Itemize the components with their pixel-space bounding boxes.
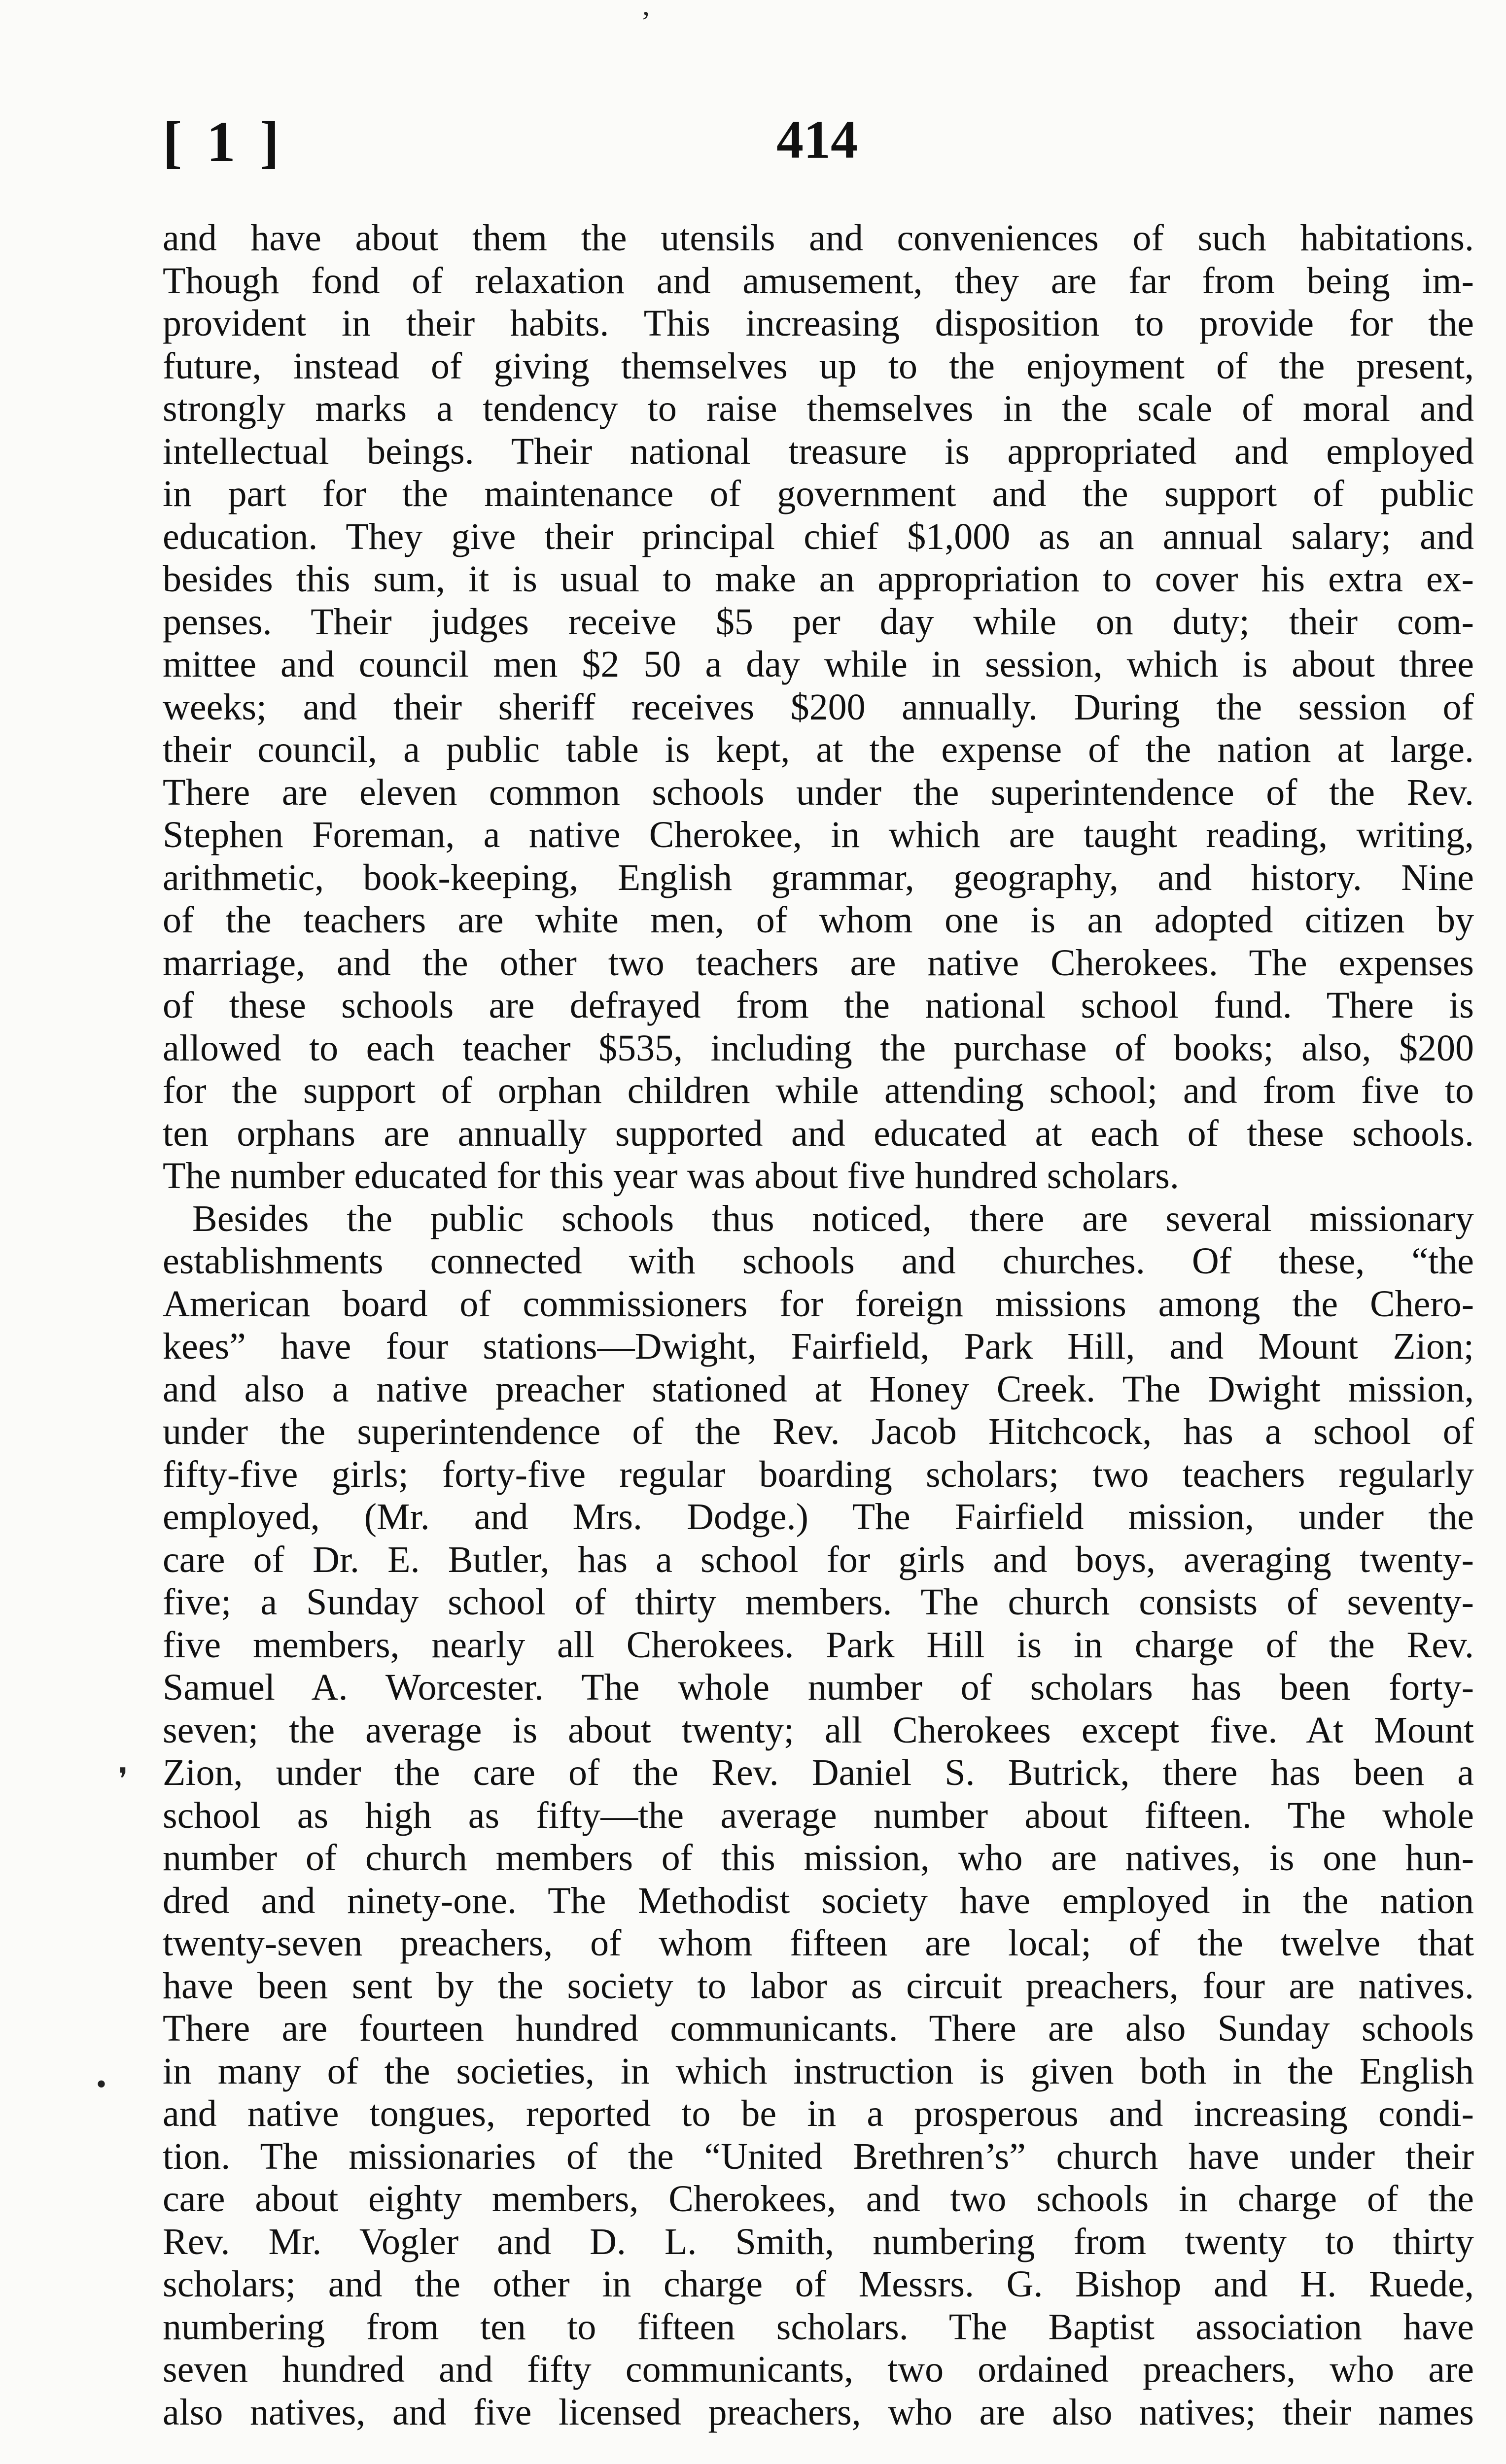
text-line: seven hundred and fifty communicants, two ordained preachers, who are bbox=[163, 2349, 1474, 2390]
text-line: in part for the maintenance of government and the support of public bbox=[163, 473, 1474, 514]
text-line: marriage, and the other two teachers are native Cherokees. The expenses bbox=[163, 942, 1474, 984]
text-line: besides this sum, it is usual to make an appropriation to cover his extra ex- bbox=[163, 558, 1474, 600]
ink-mark-margin: ❜ bbox=[118, 1763, 128, 1795]
body-text bbox=[163, 217, 1474, 2433]
text-line: their council, a public table is kept, at the expense of the nation at large. bbox=[163, 729, 1474, 770]
text-line: tion. The missionaries of the “United Brethren’s” church have under their bbox=[163, 2135, 1474, 2177]
text-line: and have about them the utensils and conveniences of such habitations. bbox=[163, 217, 1474, 259]
signature-mark: [ 1 ] bbox=[163, 109, 284, 174]
text-line: in many of the societies, in which instruction is given both in the English bbox=[163, 2050, 1474, 2092]
text-line: five members, nearly all Cherokees. Park Hill is in charge of the Rev. bbox=[163, 1624, 1474, 1666]
text-line: care about eighty members, Cherokees, and two schools in charge of the bbox=[163, 2178, 1474, 2220]
text-line: Zion, under the care of the Rev. Daniel S. Butrick, there has been a bbox=[163, 1752, 1474, 1793]
text-line: for the support of orphan children while attending school; and from five to bbox=[163, 1070, 1474, 1111]
text-line: intellectual beings. Their national treasure is appropriated and employed bbox=[163, 430, 1474, 472]
paragraph-1 bbox=[163, 217, 1474, 1198]
text-line: Samuel A. Worcester. The whole number of scholars has been forty- bbox=[163, 1667, 1474, 1708]
text-line: kees” have four stations—Dwight, Fairfield, Park Hill, and Mount Zion; bbox=[163, 1326, 1474, 1367]
text-line: Rev. Mr. Vogler and D. L. Smith, numbering from twenty to thirty bbox=[163, 2221, 1474, 2262]
paragraph-2 bbox=[163, 1198, 1474, 2434]
text-line: five; a Sunday school of thirty members. The church consists of seventy- bbox=[163, 1581, 1474, 1623]
text-line: penses. Their judges receive $5 per day while on duty; their com- bbox=[163, 601, 1474, 643]
text-line: school as high as fifty—the average number about fifteen. The whole bbox=[163, 1794, 1474, 1836]
text-line: education. They give their principal chief $1,000 as an annual salary; and bbox=[163, 515, 1474, 557]
text-line: American board of commissioners for foreign missions among the Chero- bbox=[163, 1283, 1474, 1325]
text-line: twenty-seven preachers, of whom fifteen are local; of the twelve that bbox=[163, 1922, 1474, 1964]
ink-mark-top: ʼ bbox=[641, 5, 651, 38]
text-line: employed, (Mr. and Mrs. Dodge.) The Fairfield mission, under the bbox=[163, 1496, 1474, 1538]
text-line: provident in their habits. This increasing disposition to provide for the bbox=[163, 303, 1474, 344]
text-line: number of church members of this mission, who are natives, is one hun- bbox=[163, 1837, 1474, 1879]
text-line: establishments connected with schools and churches. Of these, “the bbox=[163, 1240, 1474, 1282]
text-line: dred and ninety-one. The Methodist society have employed in the nation bbox=[163, 1880, 1474, 1921]
text-line: and also a native preacher stationed at Honey Creek. The Dwight mission, bbox=[163, 1368, 1474, 1410]
text-line: of these schools are defrayed from the national school fund. There is bbox=[163, 985, 1474, 1026]
text-line: ten orphans are annually supported and educated at each of these schools. bbox=[163, 1112, 1474, 1154]
text-line: allowed to each teacher $535, including the purchase of books; also, $200 bbox=[163, 1027, 1474, 1069]
text-line: Besides the public schools thus noticed, there are several missionary bbox=[192, 1198, 1474, 1239]
text-line: fifty-five girls; forty-five regular boarding scholars; two teachers regularly bbox=[163, 1453, 1474, 1495]
text-line: seven; the average is about twenty; all Cherokees except five. At Mount bbox=[163, 1709, 1474, 1751]
ink-mark-margin-lower: • bbox=[96, 2068, 107, 2100]
text-line: arithmetic, book-keeping, English grammar, geography, and history. Nine bbox=[163, 856, 1474, 898]
text-line: also natives, and five licensed preachers, who are also natives; their names bbox=[163, 2391, 1474, 2433]
text-line: care of Dr. E. Butler, has a school for girls and boys, averaging twenty- bbox=[163, 1539, 1474, 1580]
text-line: under the superintendence of the Rev. Jacob Hitchcock, has a school of bbox=[163, 1411, 1474, 1452]
text-line: There are eleven common schools under the superintendence of the Rev. bbox=[163, 771, 1474, 813]
text-line: have been sent by the society to labor as circuit preachers, four are natives. bbox=[163, 1965, 1474, 2007]
text-line: scholars; and the other in charge of Messrs. G. Bishop and H. Ruede, bbox=[163, 2263, 1474, 2305]
text-line: mittee and council men $2 50 a day while in session, which is about three bbox=[163, 644, 1474, 685]
text-line: The number educated for this year was about five hundred scholars. bbox=[163, 1155, 1179, 1197]
text-line: weeks; and their sheriff receives $200 annually. During the session of bbox=[163, 686, 1474, 728]
page-number: 414 bbox=[776, 109, 858, 170]
text-line: Though fond of relaxation and amusement, they are far from being im- bbox=[163, 260, 1474, 302]
text-line: There are fourteen hundred communicants. There are also Sunday schools bbox=[163, 2008, 1474, 2049]
text-line: of the teachers are white men, of whom one is an adopted citizen by bbox=[163, 899, 1474, 941]
text-line: numbering from ten to fifteen scholars. The Baptist association have bbox=[163, 2306, 1474, 2348]
text-line: strongly marks a tendency to raise themselves in the scale of moral and bbox=[163, 388, 1474, 429]
text-line: future, instead of giving themselves up to the enjoyment of the present, bbox=[163, 345, 1474, 387]
text-line: and native tongues, reported to be in a prosperous and increasing condi- bbox=[163, 2093, 1474, 2134]
text-line: Stephen Foreman, a native Cherokee, in which are taught reading, writing, bbox=[163, 814, 1474, 856]
page-header bbox=[163, 108, 1343, 187]
